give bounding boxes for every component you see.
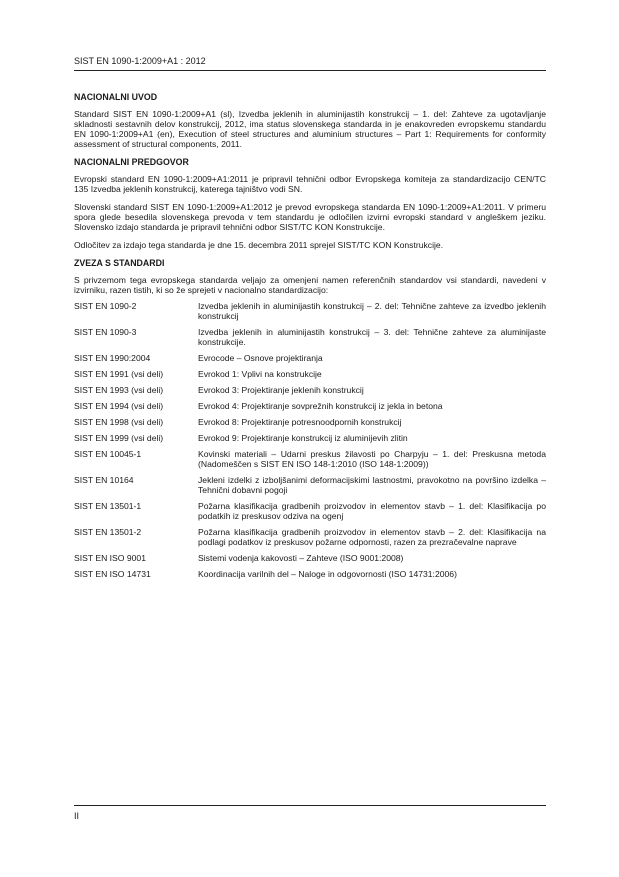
section-heading: NACIONALNI PREDGOVOR	[74, 157, 189, 167]
paragraph: Slovenski standard SIST EN 1090-1:2009+A1:2012 je prevod evropskega standarda EN 1090-1:2009+A1:2011. V primeru spora glede besedila slovenskega prevoda v tem standardu je odločilen izvirni evropski standard v angleškem jeziku. Slovensko izdajo standarda je pripravil tehnični odbor SIST/TC KON Konstrukcije.	[74, 202, 546, 232]
reference-code: SIST EN 13501-1	[74, 501, 142, 511]
reference-title: Koordinacija varilnih del – Naloge in odgovornosti (ISO 14731:2006)	[198, 569, 457, 579]
reference-code: SIST EN 1090-2	[74, 301, 137, 311]
reference-code: SIST EN 10045-1	[74, 449, 142, 459]
reference-standards-table	[74, 301, 546, 585]
section-heading: ZVEZA S STANDARDI	[74, 258, 165, 268]
paragraph: Standard SIST EN 1090-1:2009+A1 (sl), Izvedba jeklenih in aluminijastih konstrukcij – 1. del: Zahteve za ugotavljanje skladnosti sestavnih delov konstrukcij, 2012, ima status slovenskega standarda in je enakovreden evropskemu standardu EN 1090-1:2009+A1 (en), Execution of steel structures and aluminium structures – Part 1: Requirements for conformity assessment of structural components, 2011.	[74, 109, 546, 149]
reference-code: SIST EN ISO 14731	[74, 569, 151, 579]
reference-code: SIST EN 1991 (vsi deli)	[74, 369, 164, 379]
section-nacionalni-predgovor	[74, 157, 546, 250]
reference-row	[74, 501, 546, 527]
reference-code: SIST EN 1994 (vsi deli)	[74, 401, 164, 411]
reference-row	[74, 417, 546, 433]
paragraph: Odločitev za izdajo tega standarda je dne 15. decembra 2011 sprejel SIST/TC KON Konstrukcije.	[74, 240, 444, 250]
reference-title: Evrokod 1: Vplivi na konstrukcije	[198, 369, 322, 379]
reference-title: Evrokod 4: Projektiranje sovprežnih konstrukcij iz jekla in betona	[198, 401, 443, 411]
reference-row	[74, 553, 546, 569]
page-content	[74, 92, 546, 593]
reference-code: SIST EN 13501-2	[74, 527, 142, 537]
paragraph: S privzemom tega evropskega standarda veljajo za omenjeni namen referenčnih standardov vsi standardi, navedeni v izvirniku, razen tistih, ki so že sprejeti v nacionalno standardizacijo:	[74, 275, 546, 295]
reference-row	[74, 401, 546, 417]
reference-title: Požarna klasifikacija gradbenih proizvodov in elementov stavb – 1. del: Klasifikacija po podatkih iz preskusov odziva na ogenj	[198, 501, 546, 521]
reference-code: SIST EN 1998 (vsi deli)	[74, 417, 164, 427]
reference-code: SIST EN ISO 9001	[74, 553, 146, 563]
reference-title: Požarna klasifikacija gradbenih proizvodov in elementov stavb – 2. del: Klasifikacija na podlagi podatkov iz preskusov požarne odpornosti, razen za prezračevalne naprave	[198, 527, 546, 547]
document-id: SIST EN 1090-1:2009+A1 : 2012	[74, 56, 206, 66]
reference-row	[74, 301, 546, 327]
section-heading: NACIONALNI UVOD	[74, 92, 158, 102]
reference-code: SIST EN 10164	[74, 475, 134, 485]
reference-row	[74, 369, 546, 385]
reference-row	[74, 433, 546, 449]
reference-title: Evrokod 8: Projektiranje potresnoodpornih konstrukcij	[198, 417, 402, 427]
reference-code: SIST EN 1990:2004	[74, 353, 151, 363]
reference-row	[74, 569, 546, 585]
section-zveza-s-standardi	[74, 258, 546, 585]
reference-title: Evrokod 3: Projektiranje jeklenih konstrukcij	[198, 385, 364, 395]
reference-row	[74, 327, 546, 353]
reference-row	[74, 527, 546, 553]
reference-code: SIST EN 1999 (vsi deli)	[74, 433, 164, 443]
page-number: II	[74, 811, 80, 821]
section-nacionalni-uvod	[74, 92, 546, 149]
reference-code: SIST EN 1993 (vsi deli)	[74, 385, 164, 395]
reference-row	[74, 475, 546, 501]
reference-title: Izvedba jeklenih in aluminijastih konstrukcij – 2. del: Tehnične zahteve za izvedbo jeklenih konstrukcij	[198, 301, 546, 321]
reference-code: SIST EN 1090-3	[74, 327, 137, 337]
reference-row	[74, 353, 546, 369]
reference-title: Evrokod 9: Projektiranje konstrukcij iz aluminijevih zlitin	[198, 433, 408, 443]
page-footer	[74, 805, 546, 822]
reference-title: Sistemi vodenja kakovosti – Zahteve (ISO 9001:2008)	[198, 553, 404, 563]
paragraph: Evropski standard EN 1090-1:2009+A1:2011 je pripravil tehnični odbor Evropskega komiteja za standardizacijo CEN/TC 135 Izvedba jeklenih konstrukcij, katerega tajništvo vodi SN.	[74, 174, 546, 194]
reference-title: Evrocode – Osnove projektiranja	[198, 353, 323, 363]
reference-row	[74, 449, 546, 475]
running-header	[74, 55, 546, 71]
reference-title: Izvedba jeklenih in aluminijastih konstrukcij – 3. del: Tehnične zahteve za aluminijaste konstrukcije.	[198, 327, 546, 347]
reference-title: Kovinski materiali – Udarni preskus žilavosti po Charpyju – 1. del: Preskusna metoda (Nadomeščen s SIST EN ISO 148-1:2010 (ISO 148-1:2009))	[198, 449, 546, 469]
reference-title: Jekleni izdelki z izboljšanimi deformacijskimi lastnostmi, pravokotno na površino izdelka – Tehnični dobavni pogoji	[198, 475, 546, 495]
reference-row	[74, 385, 546, 401]
